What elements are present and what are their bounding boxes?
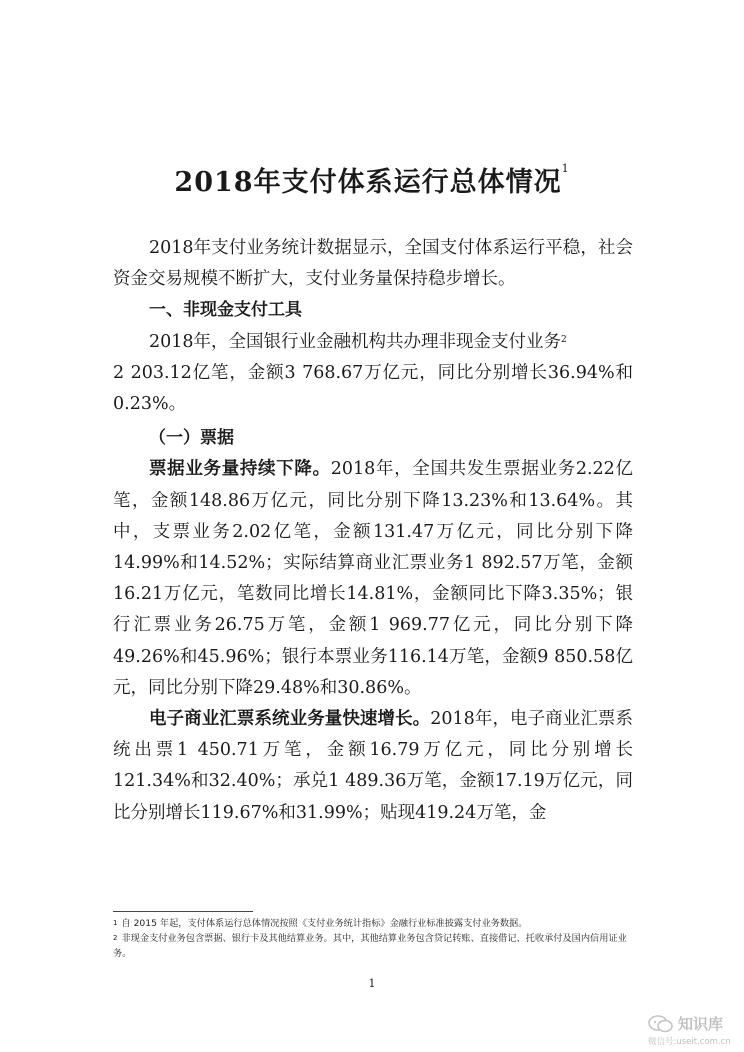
paragraph-noncash: [113, 327, 633, 421]
footnote-2-mark: 2: [113, 934, 118, 942]
title-text: 2018年支付体系运行总体情况: [174, 167, 562, 198]
footnote-1-mark: 1: [113, 919, 118, 927]
page-number: 1: [368, 977, 376, 990]
section-heading-1: 一、非现金支付工具: [149, 300, 302, 321]
paragraph-bills-lead: 票据业务量持续下降。: [149, 459, 331, 480]
paragraph-bills: [113, 454, 633, 704]
watermark-url: 微信号:useit.com.cn: [648, 1037, 731, 1047]
intro-paragraph: 2018年支付业务统计数据显示，全国支付体系运行平稳，社会资金交易规模不断扩大，支付业务量保持稳步增长。: [113, 238, 633, 290]
paragraph-ecds: [113, 704, 633, 829]
watermark-brand: 知识库: [678, 1015, 724, 1033]
title-footnote-ref: 1: [561, 162, 570, 175]
document-body: [113, 233, 633, 829]
footnote-2: [113, 931, 633, 961]
paragraph-bills-text: 2018年，全国共发生票据业务2.22亿笔，金额148.86万亿元，同比分别下降13.23%和13.64%。其中，支票业务2.02亿笔，金额131.47万亿元，同比分别下降14.99%和14.52%；实际结算商业汇票业务1 892.57万笔，金额16.21万亿元，笔数同比增长14.81%，金额同比下降3.35%；银行汇票业务26.75万笔，金额1 969.77亿元，同比分别下降49.26%和45.96%；银行本票业务116.14万笔，金额9 850.58亿元，同比分别下降29.48%和30.86%。: [113, 459, 633, 698]
footnote-divider: [113, 911, 253, 912]
footnote-1: [113, 916, 633, 931]
footnote-ref-2: 2: [561, 334, 567, 345]
footnote-2-text: 非现金支付业务包含票据、银行卡及其他结算业务。其中，其他结算业务包含贷记转账、直接借记、托收承付及国内信用证业务。: [113, 933, 627, 959]
paragraph-noncash-b: 2 203.12亿笔，金额3 768.67万亿元，同比分别增长36.94%和0.23%。: [113, 362, 633, 415]
paragraph-ecds-lead: 电子商业汇票系统业务量快速增长。: [149, 709, 431, 730]
subsection-heading-bills: （一）票据: [149, 428, 234, 449]
paragraph-ecds-text: 2018年，电子商业汇票系统出票1 450.71万笔，金额16.79万亿元，同比分别增长121.34%和32.40%；承兑1 489.36万笔，金额17.19万亿元，同比分别增长119.67%和31.99%；贴现419.24万笔，金: [113, 709, 633, 823]
paragraph-noncash-a: 2018年，全国银行业金融机构共办理非现金支付业务: [149, 331, 562, 352]
wechat-icon: [648, 1015, 674, 1033]
watermark: [648, 1013, 740, 1047]
footnote-1-text: 自 2015 年起，支付体系运行总体情况按照《支付业务统计指标》金融行业标准披露支付业务数据。: [121, 918, 528, 929]
document-title: [0, 160, 744, 199]
footnotes: [113, 916, 633, 961]
